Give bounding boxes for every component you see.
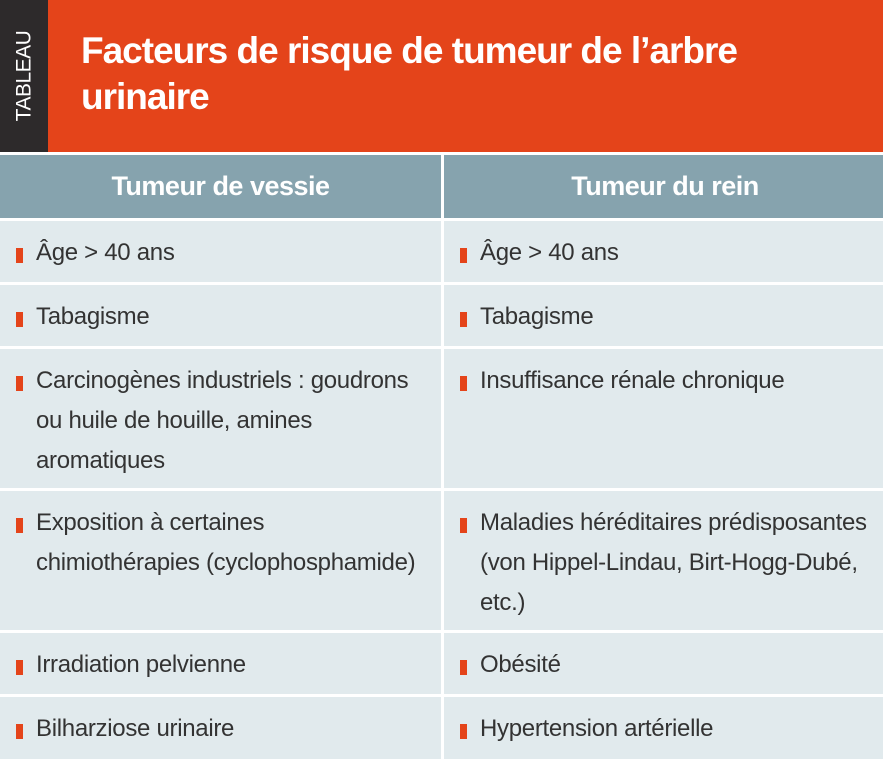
table-cell-kidney <box>444 697 883 759</box>
square-bullet-icon <box>16 248 23 263</box>
title-banner <box>0 0 883 152</box>
square-bullet-icon <box>16 518 23 533</box>
table-cell-bladder <box>0 633 441 694</box>
table-cell-kidney <box>444 285 883 346</box>
tableau-tag <box>0 0 48 152</box>
table-cell-bladder <box>0 221 441 282</box>
table-cell-bladder <box>0 697 441 759</box>
table-cell-bladder <box>0 349 441 488</box>
table-cell-kidney <box>444 491 883 630</box>
square-bullet-icon <box>460 724 467 739</box>
cell-text: Irradiation pelvienne <box>36 651 246 678</box>
cell-text: Exposition à certaines chimiothérapies (cyclophosphamide) <box>36 509 416 576</box>
square-bullet-icon <box>460 660 467 675</box>
square-bullet-icon <box>460 376 467 391</box>
tableau-tag-label: TABLEAU <box>12 30 35 122</box>
column-header-bladder: Tumeur de vessie <box>0 155 441 218</box>
cell-text: Bilharziose urinaire <box>36 715 235 742</box>
square-bullet-icon <box>16 724 23 739</box>
square-bullet-icon <box>460 248 467 263</box>
table-cell-kidney <box>444 633 883 694</box>
cell-text: Obésité <box>480 651 561 678</box>
column-header-kidney: Tumeur du rein <box>444 155 883 218</box>
page-title: Facteurs de risque de tumeur de l’arbre urinaire <box>81 30 737 117</box>
square-bullet-icon <box>16 312 23 327</box>
cell-text: Tabagisme <box>480 303 594 330</box>
table-cell-bladder <box>0 285 441 346</box>
cell-text: Âge > 40 ans <box>36 239 175 266</box>
square-bullet-icon <box>460 312 467 327</box>
cell-text: Carcinogènes industriels : goudrons ou huile de houille, amines aromatiques <box>36 367 409 474</box>
cell-text: Hypertension artérielle <box>480 715 714 742</box>
square-bullet-icon <box>460 518 467 533</box>
table-cell-bladder <box>0 491 441 630</box>
square-bullet-icon <box>16 660 23 675</box>
square-bullet-icon <box>16 376 23 391</box>
cell-text: Tabagisme <box>36 303 150 330</box>
cell-text: Âge > 40 ans <box>480 239 619 266</box>
cell-text: Maladies héréditaires prédisposantes (von Hippel-Lindau, Birt-Hogg-Dubé, etc.) <box>480 509 867 616</box>
risk-factors-table <box>0 155 883 759</box>
table-cell-kidney <box>444 221 883 282</box>
cell-text: Insuffisance rénale chronique <box>480 367 785 394</box>
table-cell-kidney <box>444 349 883 488</box>
